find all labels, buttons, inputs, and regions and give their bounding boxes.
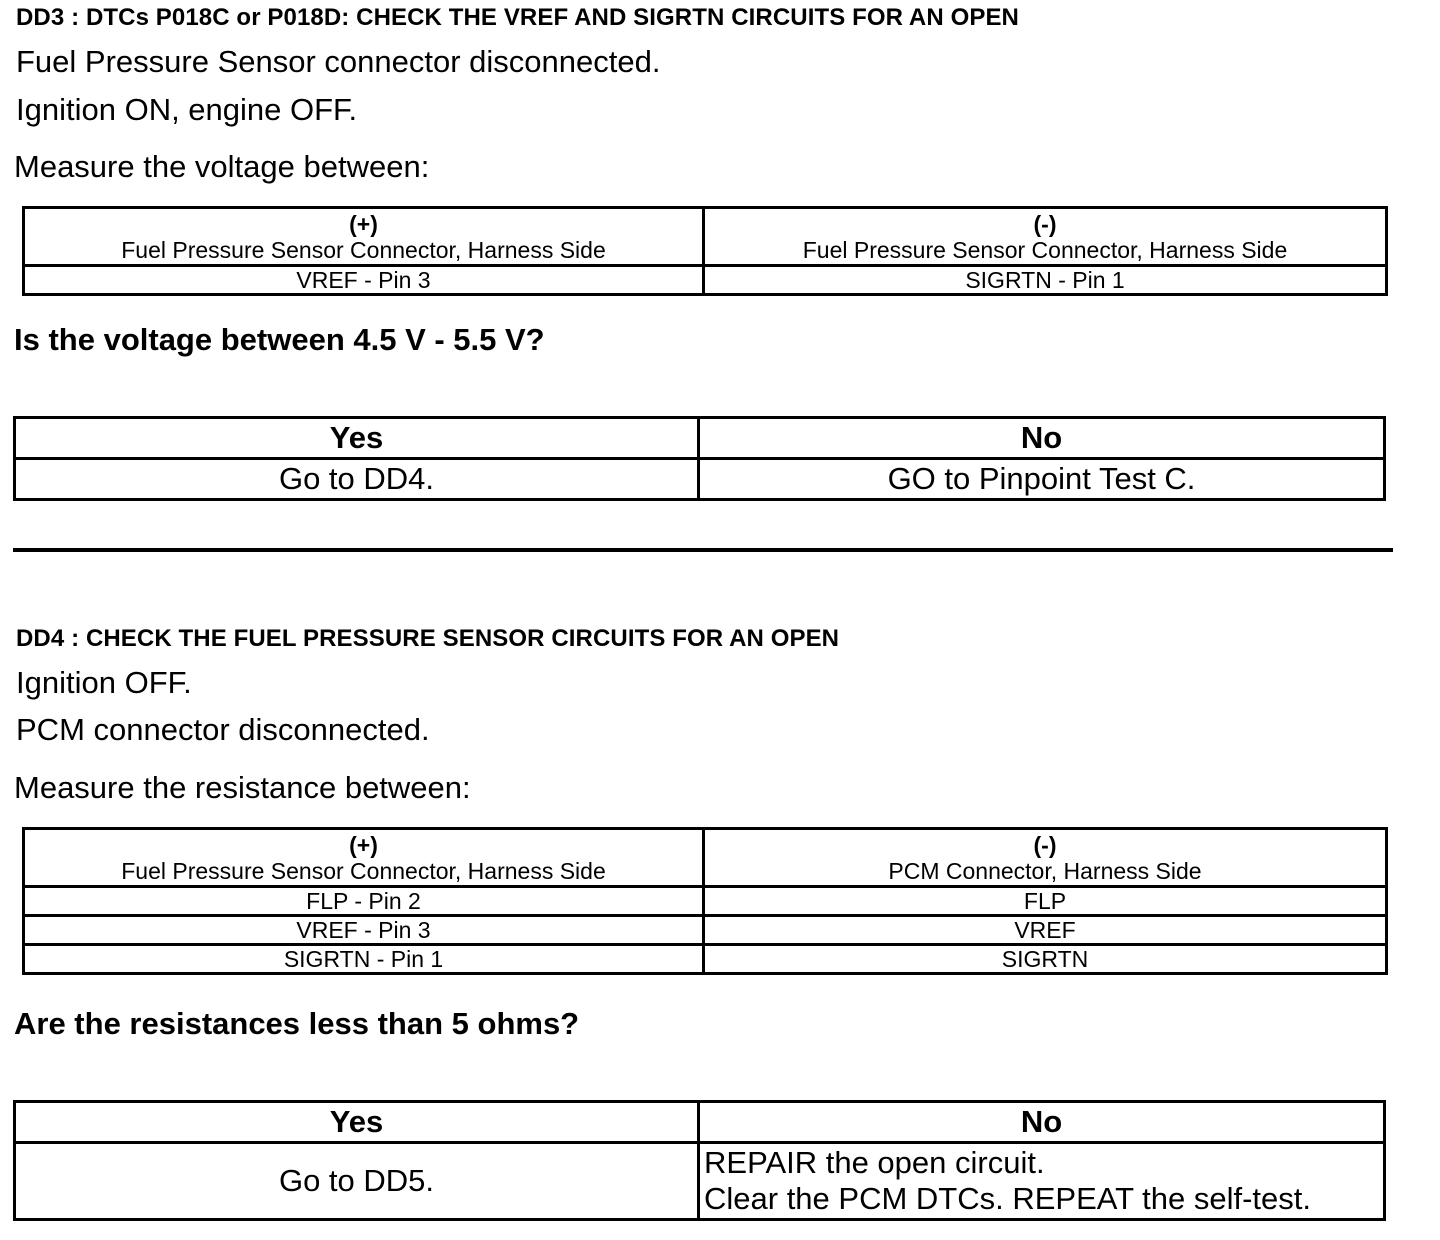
dd4-step-1: Ignition OFF. (16, 665, 192, 700)
dd3-positive-header (24, 208, 704, 266)
no-action-line-1: REPAIR the open circuit. (704, 1145, 1045, 1180)
dd3-step-1: Fuel Pressure Sensor connector disconnected. (16, 44, 661, 79)
dd4-measure-instruction: Measure the resistance between: (14, 770, 471, 805)
negative-pin: SIGRTN (704, 945, 1387, 974)
dd3-result-table (13, 416, 1386, 501)
dd4-result-table (13, 1100, 1386, 1221)
table-row (24, 945, 1387, 974)
section-divider (13, 548, 1393, 552)
no-header: No (699, 418, 1385, 459)
dd4-negative-header (704, 829, 1387, 887)
yes-header: Yes (15, 1102, 699, 1143)
positive-pin: FLP - Pin 2 (24, 887, 704, 916)
positive-pin: SIGRTN - Pin 1 (24, 945, 704, 974)
table-row (24, 266, 1387, 295)
positive-symbol: (+) (349, 210, 378, 237)
dd3-measurement-table (22, 206, 1388, 296)
dd4-title: DD4 : CHECK THE FUEL PRESSURE SENSOR CIRCUITS FOR AN OPEN (16, 625, 840, 652)
negative-pin: SIGRTN - Pin 1 (704, 266, 1387, 295)
yes-header: Yes (15, 418, 699, 459)
dd3-title: DD3 : DTCs P018C or P018D: CHECK THE VREF AND SIGRTN CIRCUITS FOR AN OPEN (16, 4, 1019, 31)
negative-pin: FLP (704, 887, 1387, 916)
positive-pin: VREF - Pin 3 (24, 266, 704, 295)
dd3-question: Is the voltage between 4.5 V - 5.5 V? (14, 322, 545, 357)
no-header: No (699, 1102, 1385, 1143)
negative-symbol: (-) (1033, 831, 1057, 858)
negative-connector-label: PCM Connector, Harness Side (888, 857, 1202, 884)
yes-action: Go to DD5. (15, 1143, 699, 1220)
dd4-question: Are the resistances less than 5 ohms? (14, 1006, 580, 1041)
positive-symbol: (+) (349, 831, 378, 858)
dd4-positive-header (24, 829, 704, 887)
negative-symbol: (-) (1033, 210, 1057, 237)
dd3-measure-instruction: Measure the voltage between: (14, 149, 430, 184)
positive-connector-label: Fuel Pressure Sensor Connector, Harness Side (121, 236, 606, 263)
positive-pin: VREF - Pin 3 (24, 916, 704, 945)
dd3-negative-header (704, 208, 1387, 266)
negative-connector-label: Fuel Pressure Sensor Connector, Harness Side (802, 236, 1288, 263)
yes-action: Go to DD4. (15, 459, 699, 500)
dd4-measurement-table (22, 827, 1388, 975)
dd3-step-2: Ignition ON, engine OFF. (16, 92, 358, 127)
dd4-step-2: PCM connector disconnected. (16, 712, 430, 747)
negative-pin: VREF (704, 916, 1387, 945)
table-row (24, 916, 1387, 945)
no-action: GO to Pinpoint Test C. (699, 459, 1385, 500)
no-action (699, 1143, 1385, 1220)
no-action-line-2: Clear the PCM DTCs. REPEAT the self-test. (704, 1181, 1311, 1216)
positive-connector-label: Fuel Pressure Sensor Connector, Harness Side (121, 857, 606, 884)
table-row (24, 887, 1387, 916)
